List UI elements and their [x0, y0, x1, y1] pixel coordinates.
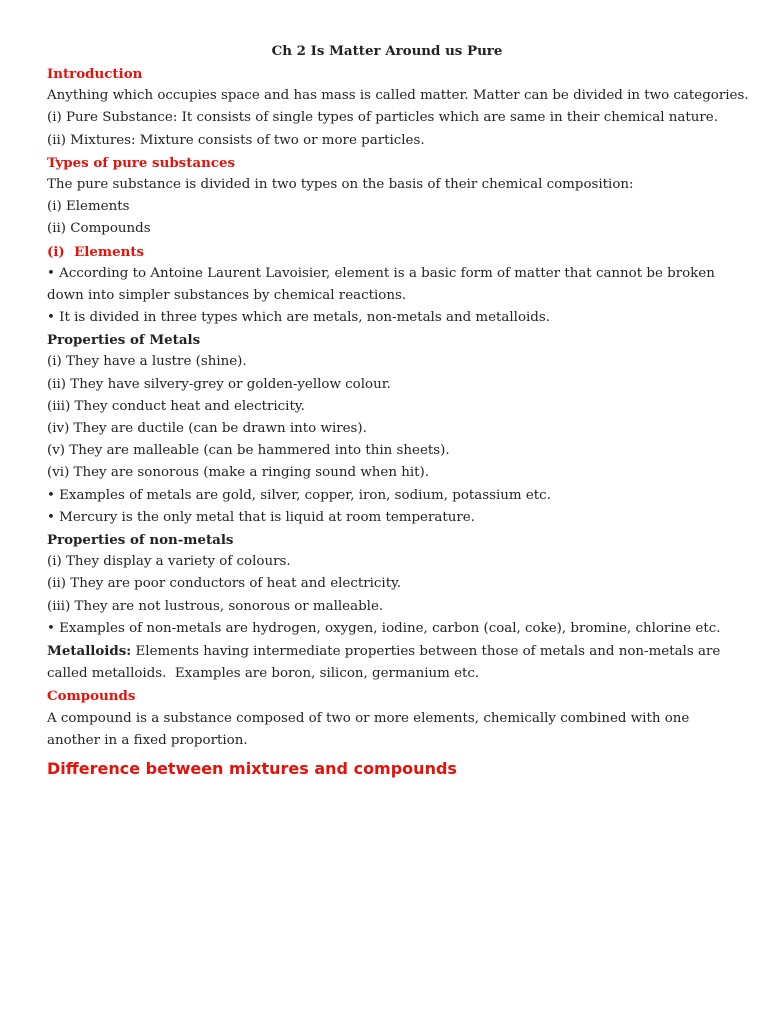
nonmetals-heading: Properties of non-metals	[47, 531, 234, 548]
introduction-line: Anything which occupies space and has mass is called matter. Matter can be divided in two categories.	[47, 88, 749, 104]
nonmetals-line: (iii) They are not lustrous, sonorous or malleable.	[47, 598, 384, 614]
elements-line: • It is divided in three types which are metals, non-metals and metalloids.	[47, 310, 550, 326]
page-title: Ch 2 Is Matter Around us Pure	[271, 43, 503, 59]
types-heading: Types of pure substances	[47, 154, 236, 171]
metals-line: • Examples of metals are gold, silver, copper, iron, sodium, potassium etc.	[47, 487, 551, 503]
introduction-heading: Introduction	[47, 66, 143, 82]
types-line: (i) Elements	[47, 199, 130, 215]
metals-line: (ii) They have silvery-grey or golden-yellow colour.	[47, 376, 391, 392]
nonmetals-line: • Examples of non-metals are hydrogen, oxygen, iodine, carbon (coal, coke), bromine, chlorine etc.	[47, 620, 721, 636]
introduction-line: (ii) Mixtures: Mixture consists of two or more particles.	[47, 132, 425, 148]
metals-line: • Mercury is the only metal that is liquid at room temperature.	[47, 509, 475, 525]
types-line: The pure substance is divided in two types on the basis of their chemical composition:	[47, 176, 634, 192]
elements-heading: (i) Elements	[47, 243, 145, 260]
compounds-text: A compound is a substance composed of two or more elements, chemically combined with one another in a fixed proportion.	[47, 710, 690, 748]
metalloids-paragraph	[47, 640, 737, 685]
metals-line: (vi) They are sonorous (make a ringing sound when hit).	[47, 465, 429, 481]
metals-heading: Properties of Metals	[47, 332, 201, 349]
metals-line: (v) They are malleable (can be hammered into thin sheets).	[47, 443, 450, 459]
metals-line: (iv) They are ductile (can be drawn into wires).	[47, 421, 367, 437]
compounds-heading: Compounds	[47, 688, 136, 705]
difference-heading: Difference between mixtures and compounds	[47, 758, 457, 778]
nonmetals-line: (ii) They are poor conductors of heat and electricity.	[47, 576, 402, 592]
metalloids-label: Metalloids:	[47, 642, 132, 659]
elements-line: • According to Antoine Laurent Lavoisier, element is a basic form of matter that cannot be broken down into simpler substances by chemical reactions.	[47, 265, 715, 303]
introduction-line: (i) Pure Substance: It consists of single types of particles which are same in their chemical nature.	[47, 110, 718, 126]
types-line: (ii) Compounds	[47, 221, 151, 237]
document-page	[47, 40, 749, 780]
metals-line: (i) They have a lustre (shine).	[47, 354, 247, 370]
metals-line: (iii) They conduct heat and electricity.	[47, 398, 305, 414]
metalloids-text: Elements having intermediate properties between those of metals and non-metals are called metalloids. Examples are boron, silicon, germanium etc.	[47, 643, 725, 682]
nonmetals-line: (i) They display a variety of colours.	[47, 554, 291, 570]
